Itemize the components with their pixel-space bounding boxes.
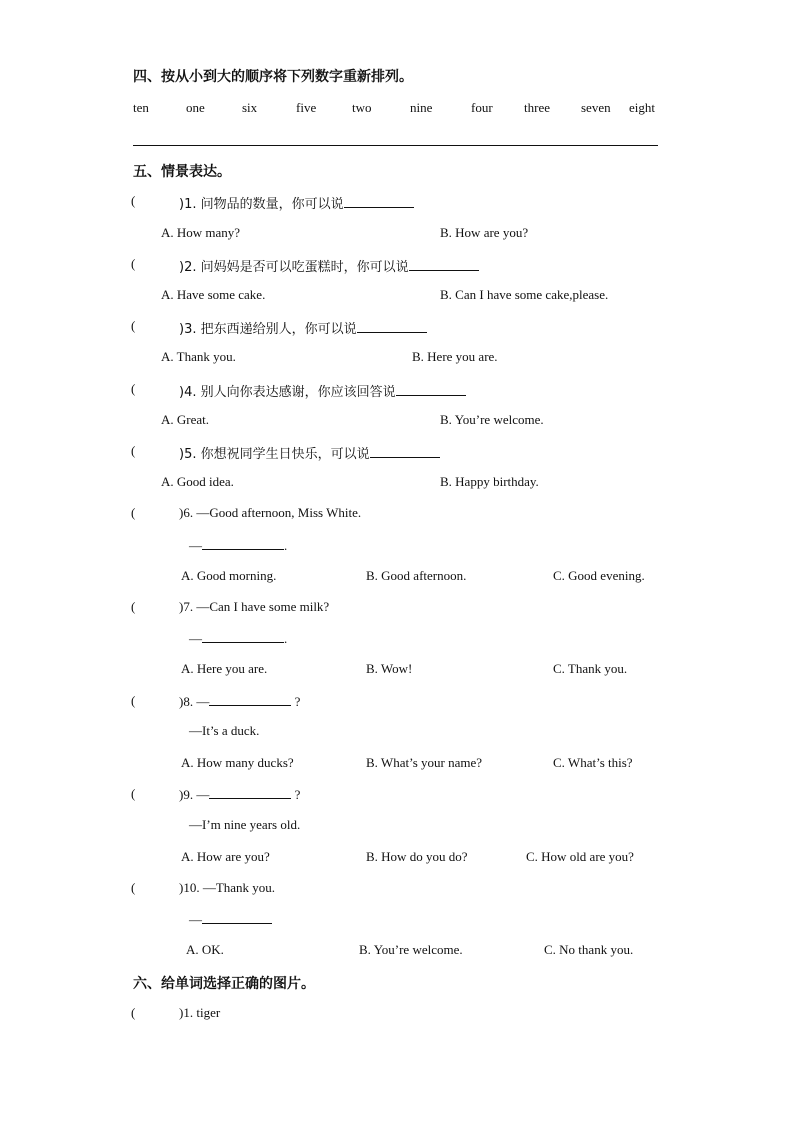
option-b[interactable]: B. What’s your name? — [366, 755, 483, 770]
option-a[interactable]: A. Thank you. — [161, 349, 236, 364]
answer-paren[interactable]: ( — [131, 318, 136, 333]
answer-paren[interactable]: ( — [131, 599, 136, 614]
option-c[interactable]: C. What’s this? — [553, 755, 633, 770]
option-a[interactable]: A. How many? — [161, 225, 241, 240]
question-text: —Good afternoon, Miss White. — [196, 505, 362, 520]
answer-paren[interactable]: ( — [131, 1005, 136, 1020]
option-b[interactable]: B. Good afternoon. — [366, 568, 467, 583]
option-a[interactable]: A. How many ducks? — [181, 755, 294, 770]
question-text: tiger — [196, 1005, 221, 1020]
question-text: —Can I have some milk? — [196, 599, 330, 614]
question-number: )7. — [179, 599, 194, 614]
section-4-title: 四、按从小到大的顺序将下列数字重新排列。 — [133, 69, 413, 85]
answer-paren[interactable]: ( — [131, 693, 136, 708]
reply-period: . — [284, 538, 288, 553]
number-word: ten — [133, 100, 149, 115]
reply-dash: — — [189, 631, 202, 646]
reply-dash: — — [189, 912, 202, 927]
question-number: )10. — [179, 880, 200, 895]
option-c[interactable]: C. How old are you? — [526, 849, 634, 864]
answer-blank[interactable] — [202, 911, 272, 924]
reply-period: . — [284, 631, 288, 646]
question-number: )1. — [179, 197, 197, 212]
answer-blank[interactable] — [202, 630, 284, 643]
question-mark: ? — [294, 787, 301, 802]
option-b[interactable]: B. Happy birthday. — [440, 474, 539, 489]
answer-paren[interactable]: ( — [131, 786, 136, 801]
question-number: )3. — [179, 322, 197, 337]
number-word: nine — [410, 100, 433, 115]
question-text: — — [196, 787, 210, 802]
answer-blank[interactable] — [209, 786, 291, 799]
reply-text: —I’m nine years old. — [189, 817, 301, 832]
question-number: )2. — [179, 260, 197, 275]
question-number: )1. — [179, 1005, 194, 1020]
question-number: )5. — [179, 447, 197, 462]
section-5-title: 五、情景表达。 — [133, 164, 231, 180]
number-word: four — [471, 100, 493, 115]
option-a[interactable]: A. OK. — [186, 942, 224, 957]
question-number: )4. — [179, 385, 197, 400]
answer-paren[interactable]: ( — [131, 381, 136, 396]
question-number: )6. — [179, 505, 194, 520]
option-a[interactable]: A. Good idea. — [161, 474, 234, 489]
number-word: two — [352, 100, 372, 115]
question-number: )8. — [179, 694, 194, 709]
reply-dash: — — [189, 538, 202, 553]
option-b[interactable]: B. How do you do? — [366, 849, 468, 864]
option-b[interactable]: B. Can I have some cake,please. — [440, 287, 609, 302]
question-text: 问物品的数量，你可以说 — [200, 197, 344, 212]
answer-blank[interactable] — [409, 258, 479, 271]
question-text: 别人向你表达感谢，你应该回答说 — [200, 385, 396, 400]
question-text: 把东西递给别人，你可以说 — [200, 322, 357, 337]
option-c[interactable]: C. No thank you. — [544, 942, 634, 957]
answer-paren[interactable]: ( — [131, 256, 136, 271]
number-word: three — [524, 100, 550, 115]
number-word: eight — [629, 100, 655, 115]
option-b[interactable]: B. How are you? — [440, 225, 529, 240]
answer-paren[interactable]: ( — [131, 193, 136, 208]
answer-blank[interactable] — [396, 383, 466, 396]
answer-paren[interactable]: ( — [131, 880, 136, 895]
option-c[interactable]: C. Good evening. — [553, 568, 645, 583]
option-a[interactable]: A. Have some cake. — [161, 287, 266, 302]
answer-blank[interactable] — [202, 537, 284, 550]
number-word: six — [242, 100, 258, 115]
number-word: five — [296, 100, 317, 115]
reply-text: —It’s a duck. — [189, 723, 260, 738]
option-a[interactable]: A. Good morning. — [181, 568, 277, 583]
option-a[interactable]: A. Great. — [161, 412, 210, 427]
answer-blank[interactable] — [357, 320, 427, 333]
question-text: 问妈妈是否可以吃蛋糕时，你可以说 — [200, 260, 409, 275]
option-a[interactable]: A. Here you are. — [181, 661, 268, 676]
option-c[interactable]: C. Thank you. — [553, 661, 628, 676]
answer-blank[interactable] — [209, 693, 291, 706]
question-text: 你想祝同学生日快乐，可以说 — [200, 447, 370, 462]
section-6-title: 六、给单词选择正确的图片。 — [133, 976, 315, 992]
answer-paren[interactable]: ( — [131, 443, 136, 458]
answer-paren[interactable]: ( — [131, 505, 136, 520]
question-text: — — [196, 694, 210, 709]
option-a[interactable]: A. How are you? — [181, 849, 270, 864]
number-word: one — [186, 100, 205, 115]
option-b[interactable]: B. Here you are. — [412, 349, 498, 364]
question-text: —Thank you. — [202, 880, 276, 895]
number-word: seven — [581, 100, 611, 115]
question-number: )9. — [179, 787, 194, 802]
option-b[interactable]: B. You’re welcome. — [440, 412, 544, 427]
answer-blank[interactable] — [370, 445, 440, 458]
question-mark: ? — [294, 694, 301, 709]
answer-blank[interactable] — [344, 195, 414, 208]
option-b[interactable]: B. You’re welcome. — [359, 942, 463, 957]
option-b[interactable]: B. Wow! — [366, 661, 413, 676]
answer-line[interactable] — [133, 145, 658, 146]
